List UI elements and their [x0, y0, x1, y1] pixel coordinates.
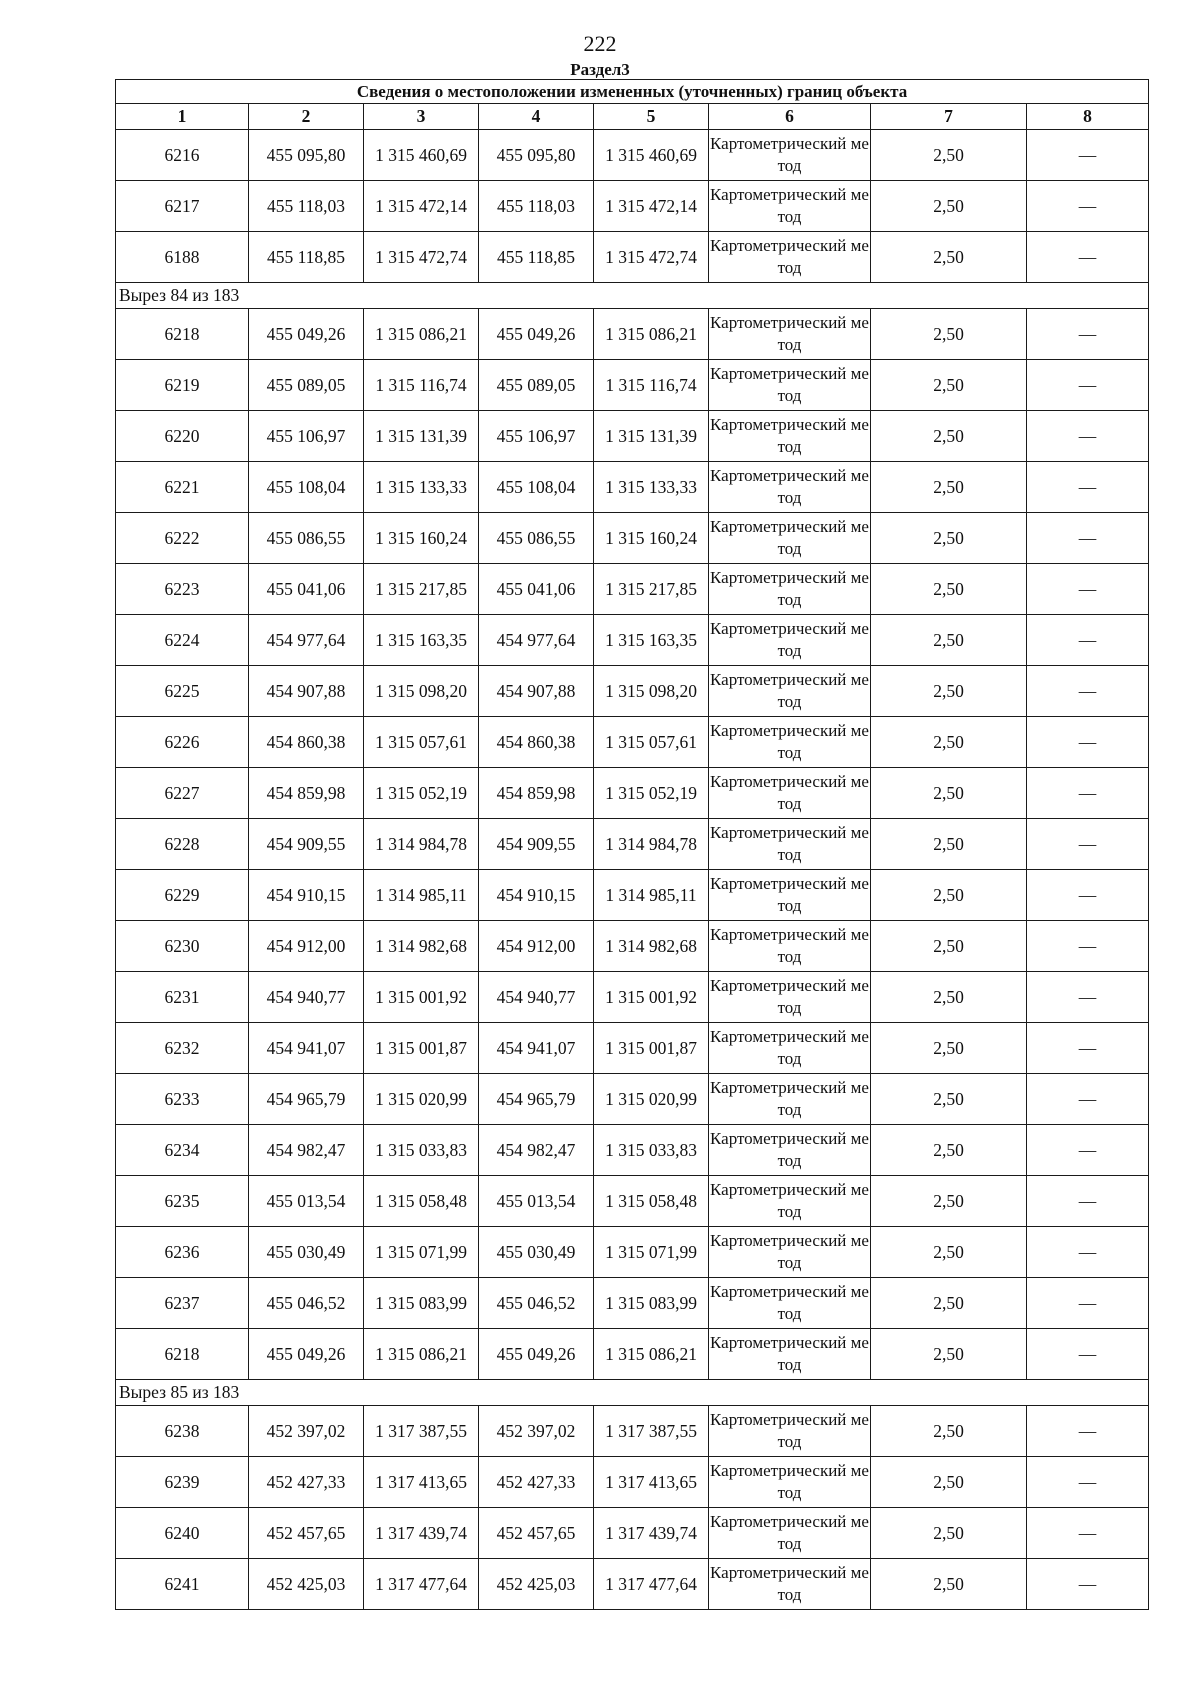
table-row — [116, 921, 1149, 972]
cell-accuracy: 2,50 — [871, 768, 1027, 819]
cell-method: Картометрический метод — [709, 462, 871, 513]
cell-accuracy: 2,50 — [871, 181, 1027, 232]
cell-y-existing: 1 314 982,68 — [364, 921, 479, 972]
cell-method: Картометрический метод — [709, 921, 871, 972]
cell-x-refined: 454 860,38 — [479, 717, 594, 768]
cell-method: Картометрический метод — [709, 1176, 871, 1227]
cell-y-existing: 1 314 985,11 — [364, 870, 479, 921]
cell-x-existing: 455 108,04 — [249, 462, 364, 513]
cell-y-refined: 1 315 001,92 — [594, 972, 709, 1023]
cell-y-refined: 1 315 472,14 — [594, 181, 709, 232]
cell-y-existing: 1 315 472,74 — [364, 232, 479, 283]
cell-method: Картометрический метод — [709, 309, 871, 360]
table-row — [116, 309, 1149, 360]
cell-x-existing: 455 030,49 — [249, 1227, 364, 1278]
cell-accuracy: 2,50 — [871, 360, 1027, 411]
table-row — [116, 513, 1149, 564]
cell-point-number: 6230 — [116, 921, 249, 972]
cell-method: Картометрический метод — [709, 411, 871, 462]
cell-x-existing: 454 859,98 — [249, 768, 364, 819]
cell-x-refined: 454 909,55 — [479, 819, 594, 870]
cell-y-existing: 1 315 116,74 — [364, 360, 479, 411]
cell-x-existing: 452 397,02 — [249, 1406, 364, 1457]
cell-description: — — [1027, 1406, 1149, 1457]
cell-y-existing: 1 315 472,14 — [364, 181, 479, 232]
cell-x-refined: 454 859,98 — [479, 768, 594, 819]
cell-description: — — [1027, 972, 1149, 1023]
cell-x-refined: 452 457,65 — [479, 1508, 594, 1559]
cell-point-number: 6232 — [116, 1023, 249, 1074]
cell-description: — — [1027, 921, 1149, 972]
cell-x-existing: 455 118,85 — [249, 232, 364, 283]
cell-accuracy: 2,50 — [871, 1406, 1027, 1457]
cell-description: — — [1027, 462, 1149, 513]
cell-method: Картометрический метод — [709, 130, 871, 181]
column-header-5: 5 — [594, 104, 709, 130]
cell-method: Картометрический метод — [709, 717, 871, 768]
cell-x-existing: 454 907,88 — [249, 666, 364, 717]
cell-x-existing: 455 049,26 — [249, 309, 364, 360]
cell-method: Картометрический метод — [709, 972, 871, 1023]
cell-point-number: 6221 — [116, 462, 249, 513]
cell-method: Картометрический метод — [709, 819, 871, 870]
cell-y-refined: 1 315 116,74 — [594, 360, 709, 411]
cell-description: — — [1027, 1125, 1149, 1176]
cell-method: Картометрический метод — [709, 1329, 871, 1380]
cell-point-number: 6239 — [116, 1457, 249, 1508]
cell-y-refined: 1 315 052,19 — [594, 768, 709, 819]
cell-point-number: 6233 — [116, 1074, 249, 1125]
cell-x-existing: 455 106,97 — [249, 411, 364, 462]
cell-y-existing: 1 315 460,69 — [364, 130, 479, 181]
cell-x-refined: 454 965,79 — [479, 1074, 594, 1125]
cell-point-number: 6188 — [116, 232, 249, 283]
cell-x-existing: 454 940,77 — [249, 972, 364, 1023]
table-row — [116, 1278, 1149, 1329]
cell-y-existing: 1 315 001,92 — [364, 972, 479, 1023]
column-header-2: 2 — [249, 104, 364, 130]
cell-y-refined: 1 315 098,20 — [594, 666, 709, 717]
page-number: 222 — [583, 31, 617, 56]
cell-description: — — [1027, 1278, 1149, 1329]
cell-x-refined: 455 118,85 — [479, 232, 594, 283]
cell-accuracy: 2,50 — [871, 615, 1027, 666]
cell-accuracy: 2,50 — [871, 717, 1027, 768]
cell-y-refined: 1 315 033,83 — [594, 1125, 709, 1176]
cell-point-number: 6226 — [116, 717, 249, 768]
cell-x-existing: 454 912,00 — [249, 921, 364, 972]
cell-x-existing: 455 089,05 — [249, 360, 364, 411]
cell-point-number: 6241 — [116, 1559, 249, 1610]
cell-y-refined: 1 315 020,99 — [594, 1074, 709, 1125]
cell-point-number: 6231 — [116, 972, 249, 1023]
table-row — [116, 130, 1149, 181]
group-row — [116, 283, 1149, 309]
boundary-coordinates-table — [115, 79, 1149, 1610]
cell-x-existing: 454 977,64 — [249, 615, 364, 666]
cell-point-number: 6218 — [116, 309, 249, 360]
cell-point-number: 6228 — [116, 819, 249, 870]
cell-y-refined: 1 315 131,39 — [594, 411, 709, 462]
section-title: Раздел3 — [570, 60, 630, 79]
cell-y-refined: 1 317 413,65 — [594, 1457, 709, 1508]
cell-x-existing: 455 041,06 — [249, 564, 364, 615]
table-caption-row — [116, 80, 1149, 104]
cell-description: — — [1027, 309, 1149, 360]
cell-point-number: 6216 — [116, 130, 249, 181]
cell-x-refined: 455 118,03 — [479, 181, 594, 232]
cell-accuracy: 2,50 — [871, 1508, 1027, 1559]
cell-y-refined: 1 314 984,78 — [594, 819, 709, 870]
cell-point-number: 6234 — [116, 1125, 249, 1176]
cell-y-refined: 1 315 086,21 — [594, 309, 709, 360]
cell-point-number: 6225 — [116, 666, 249, 717]
table-row — [116, 870, 1149, 921]
cell-y-refined: 1 315 058,48 — [594, 1176, 709, 1227]
cell-method: Картометрический метод — [709, 360, 871, 411]
cell-point-number: 6227 — [116, 768, 249, 819]
cell-y-existing: 1 315 083,99 — [364, 1278, 479, 1329]
cell-point-number: 6220 — [116, 411, 249, 462]
cell-x-refined: 455 106,97 — [479, 411, 594, 462]
table-row — [116, 564, 1149, 615]
table-row — [116, 1023, 1149, 1074]
cell-description: — — [1027, 1508, 1149, 1559]
cell-point-number: 6218 — [116, 1329, 249, 1380]
cell-x-refined: 452 425,03 — [479, 1559, 594, 1610]
cell-y-existing: 1 317 477,64 — [364, 1559, 479, 1610]
column-header-7: 7 — [871, 104, 1027, 130]
cell-y-refined: 1 315 133,33 — [594, 462, 709, 513]
cell-y-existing: 1 315 131,39 — [364, 411, 479, 462]
cell-method: Картометрический метод — [709, 1508, 871, 1559]
cell-method: Картометрический метод — [709, 1125, 871, 1176]
table-row — [116, 717, 1149, 768]
cell-description: — — [1027, 615, 1149, 666]
cell-point-number: 6238 — [116, 1406, 249, 1457]
table-row — [116, 615, 1149, 666]
cell-y-refined: 1 315 001,87 — [594, 1023, 709, 1074]
cell-accuracy: 2,50 — [871, 1125, 1027, 1176]
cell-accuracy: 2,50 — [871, 232, 1027, 283]
cell-accuracy: 2,50 — [871, 1176, 1027, 1227]
cell-description: — — [1027, 130, 1149, 181]
cell-y-refined: 1 315 083,99 — [594, 1278, 709, 1329]
column-header-3: 3 — [364, 104, 479, 130]
cell-method: Картометрический метод — [709, 232, 871, 283]
cell-x-existing: 455 118,03 — [249, 181, 364, 232]
cell-description: — — [1027, 564, 1149, 615]
cell-accuracy: 2,50 — [871, 1329, 1027, 1380]
cell-description: — — [1027, 181, 1149, 232]
column-header-1: 1 — [116, 104, 249, 130]
cell-point-number: 6222 — [116, 513, 249, 564]
cell-x-refined: 454 982,47 — [479, 1125, 594, 1176]
cell-y-refined: 1 315 071,99 — [594, 1227, 709, 1278]
cell-method: Картометрический метод — [709, 1406, 871, 1457]
cell-point-number: 6224 — [116, 615, 249, 666]
cell-accuracy: 2,50 — [871, 564, 1027, 615]
cell-description: — — [1027, 513, 1149, 564]
cell-point-number: 6237 — [116, 1278, 249, 1329]
cell-y-existing: 1 315 098,20 — [364, 666, 479, 717]
column-header-8: 8 — [1027, 104, 1149, 130]
cell-x-refined: 455 086,55 — [479, 513, 594, 564]
cell-accuracy: 2,50 — [871, 513, 1027, 564]
cell-x-refined: 452 427,33 — [479, 1457, 594, 1508]
cell-description: — — [1027, 411, 1149, 462]
cell-x-existing: 455 046,52 — [249, 1278, 364, 1329]
cell-y-existing: 1 317 413,65 — [364, 1457, 479, 1508]
cell-y-refined: 1 315 472,74 — [594, 232, 709, 283]
group-row — [116, 1380, 1149, 1406]
cell-y-refined: 1 317 387,55 — [594, 1406, 709, 1457]
cell-y-existing: 1 315 033,83 — [364, 1125, 479, 1176]
cell-point-number: 6229 — [116, 870, 249, 921]
cell-x-existing: 455 095,80 — [249, 130, 364, 181]
cell-y-existing: 1 315 217,85 — [364, 564, 479, 615]
cell-y-existing: 1 315 133,33 — [364, 462, 479, 513]
cell-description: — — [1027, 666, 1149, 717]
cell-x-refined: 455 030,49 — [479, 1227, 594, 1278]
table-row — [116, 1406, 1149, 1457]
cell-y-refined: 1 314 985,11 — [594, 870, 709, 921]
cell-accuracy: 2,50 — [871, 130, 1027, 181]
cell-description: — — [1027, 1329, 1149, 1380]
cell-x-existing: 452 425,03 — [249, 1559, 364, 1610]
cell-y-existing: 1 315 020,99 — [364, 1074, 479, 1125]
cell-y-existing: 1 317 439,74 — [364, 1508, 479, 1559]
column-header-4: 4 — [479, 104, 594, 130]
cell-y-existing: 1 315 001,87 — [364, 1023, 479, 1074]
cell-method: Картометрический метод — [709, 1457, 871, 1508]
cell-description: — — [1027, 1457, 1149, 1508]
cell-description: — — [1027, 1074, 1149, 1125]
cell-x-existing: 455 086,55 — [249, 513, 364, 564]
table-row — [116, 972, 1149, 1023]
table-header-row — [116, 104, 1149, 130]
cell-accuracy: 2,50 — [871, 1074, 1027, 1125]
table-row — [116, 181, 1149, 232]
cell-y-refined: 1 315 460,69 — [594, 130, 709, 181]
cell-accuracy: 2,50 — [871, 1227, 1027, 1278]
group-label: Вырез 84 из 183 — [116, 283, 1149, 309]
cell-x-existing: 452 427,33 — [249, 1457, 364, 1508]
cell-accuracy: 2,50 — [871, 1457, 1027, 1508]
cell-y-refined: 1 315 217,85 — [594, 564, 709, 615]
cell-x-existing: 454 909,55 — [249, 819, 364, 870]
cell-x-refined: 455 046,52 — [479, 1278, 594, 1329]
cell-point-number: 6236 — [116, 1227, 249, 1278]
cell-y-existing: 1 315 057,61 — [364, 717, 479, 768]
cell-accuracy: 2,50 — [871, 309, 1027, 360]
cell-point-number: 6240 — [116, 1508, 249, 1559]
cell-description: — — [1027, 768, 1149, 819]
cell-description: — — [1027, 819, 1149, 870]
cell-x-refined: 454 907,88 — [479, 666, 594, 717]
cell-x-refined: 455 089,05 — [479, 360, 594, 411]
cell-x-existing: 454 965,79 — [249, 1074, 364, 1125]
cell-x-refined: 455 108,04 — [479, 462, 594, 513]
cell-accuracy: 2,50 — [871, 1278, 1027, 1329]
cell-accuracy: 2,50 — [871, 411, 1027, 462]
cell-x-existing: 454 910,15 — [249, 870, 364, 921]
cell-x-refined: 455 049,26 — [479, 1329, 594, 1380]
table-row — [116, 462, 1149, 513]
cell-method: Картометрический метод — [709, 870, 871, 921]
cell-accuracy: 2,50 — [871, 921, 1027, 972]
cell-description: — — [1027, 1176, 1149, 1227]
cell-method: Картометрический метод — [709, 1023, 871, 1074]
table-row — [116, 1125, 1149, 1176]
cell-point-number: 6219 — [116, 360, 249, 411]
table-row — [116, 1329, 1149, 1380]
cell-description: — — [1027, 360, 1149, 411]
cell-x-refined: 455 041,06 — [479, 564, 594, 615]
cell-y-existing: 1 315 086,21 — [364, 309, 479, 360]
cell-method: Картометрический метод — [709, 1227, 871, 1278]
table-row — [116, 768, 1149, 819]
cell-accuracy: 2,50 — [871, 1559, 1027, 1610]
cell-point-number: 6235 — [116, 1176, 249, 1227]
cell-x-refined: 454 910,15 — [479, 870, 594, 921]
cell-y-existing: 1 315 160,24 — [364, 513, 479, 564]
cell-x-refined: 454 912,00 — [479, 921, 594, 972]
cell-y-refined: 1 315 057,61 — [594, 717, 709, 768]
group-label: Вырез 85 из 183 — [116, 1380, 1149, 1406]
cell-x-refined: 454 940,77 — [479, 972, 594, 1023]
cell-description: — — [1027, 1559, 1149, 1610]
cell-description: — — [1027, 1227, 1149, 1278]
cell-accuracy: 2,50 — [871, 1023, 1027, 1074]
cell-x-existing: 455 013,54 — [249, 1176, 364, 1227]
cell-method: Картометрический метод — [709, 513, 871, 564]
cell-y-existing: 1 315 163,35 — [364, 615, 479, 666]
cell-x-existing: 454 941,07 — [249, 1023, 364, 1074]
cell-y-refined: 1 317 439,74 — [594, 1508, 709, 1559]
table-row — [116, 360, 1149, 411]
cell-y-refined: 1 314 982,68 — [594, 921, 709, 972]
cell-y-existing: 1 314 984,78 — [364, 819, 479, 870]
table-row — [116, 411, 1149, 462]
cell-method: Картометрический метод — [709, 1278, 871, 1329]
cell-accuracy: 2,50 — [871, 972, 1027, 1023]
cell-x-existing: 452 457,65 — [249, 1508, 364, 1559]
cell-method: Картометрический метод — [709, 564, 871, 615]
table-row — [116, 1074, 1149, 1125]
cell-method: Картометрический метод — [709, 615, 871, 666]
cell-accuracy: 2,50 — [871, 870, 1027, 921]
table-row — [116, 1508, 1149, 1559]
cell-accuracy: 2,50 — [871, 462, 1027, 513]
cell-x-refined: 455 095,80 — [479, 130, 594, 181]
cell-description: — — [1027, 1023, 1149, 1074]
cell-point-number: 6223 — [116, 564, 249, 615]
cell-y-refined: 1 315 086,21 — [594, 1329, 709, 1380]
cell-x-refined: 455 013,54 — [479, 1176, 594, 1227]
table-row — [116, 1227, 1149, 1278]
cell-y-refined: 1 315 163,35 — [594, 615, 709, 666]
cell-x-existing: 455 049,26 — [249, 1329, 364, 1380]
table-row — [116, 1559, 1149, 1610]
cell-method: Картометрический метод — [709, 1559, 871, 1610]
cell-method: Картометрический метод — [709, 666, 871, 717]
table-row — [116, 232, 1149, 283]
cell-description: — — [1027, 232, 1149, 283]
cell-y-refined: 1 317 477,64 — [594, 1559, 709, 1610]
cell-y-refined: 1 315 160,24 — [594, 513, 709, 564]
column-header-6: 6 — [709, 104, 871, 130]
cell-method: Картометрический метод — [709, 768, 871, 819]
cell-y-existing: 1 315 086,21 — [364, 1329, 479, 1380]
cell-x-refined: 455 049,26 — [479, 309, 594, 360]
cell-y-existing: 1 315 058,48 — [364, 1176, 479, 1227]
cell-method: Картометрический метод — [709, 1074, 871, 1125]
cell-y-existing: 1 315 071,99 — [364, 1227, 479, 1278]
cell-x-existing: 454 982,47 — [249, 1125, 364, 1176]
table-caption: Сведения о местоположении измененных (уточненных) границ объекта — [116, 80, 1149, 104]
cell-x-refined: 454 977,64 — [479, 615, 594, 666]
cell-y-existing: 1 317 387,55 — [364, 1406, 479, 1457]
cell-x-existing: 454 860,38 — [249, 717, 364, 768]
cell-x-refined: 452 397,02 — [479, 1406, 594, 1457]
cell-method: Картометрический метод — [709, 181, 871, 232]
cell-accuracy: 2,50 — [871, 819, 1027, 870]
table-row — [116, 1457, 1149, 1508]
table-row — [116, 1176, 1149, 1227]
cell-accuracy: 2,50 — [871, 666, 1027, 717]
cell-x-refined: 454 941,07 — [479, 1023, 594, 1074]
cell-description: — — [1027, 717, 1149, 768]
table-row — [116, 666, 1149, 717]
cell-point-number: 6217 — [116, 181, 249, 232]
table-row — [116, 819, 1149, 870]
cell-description: — — [1027, 870, 1149, 921]
cell-y-existing: 1 315 052,19 — [364, 768, 479, 819]
